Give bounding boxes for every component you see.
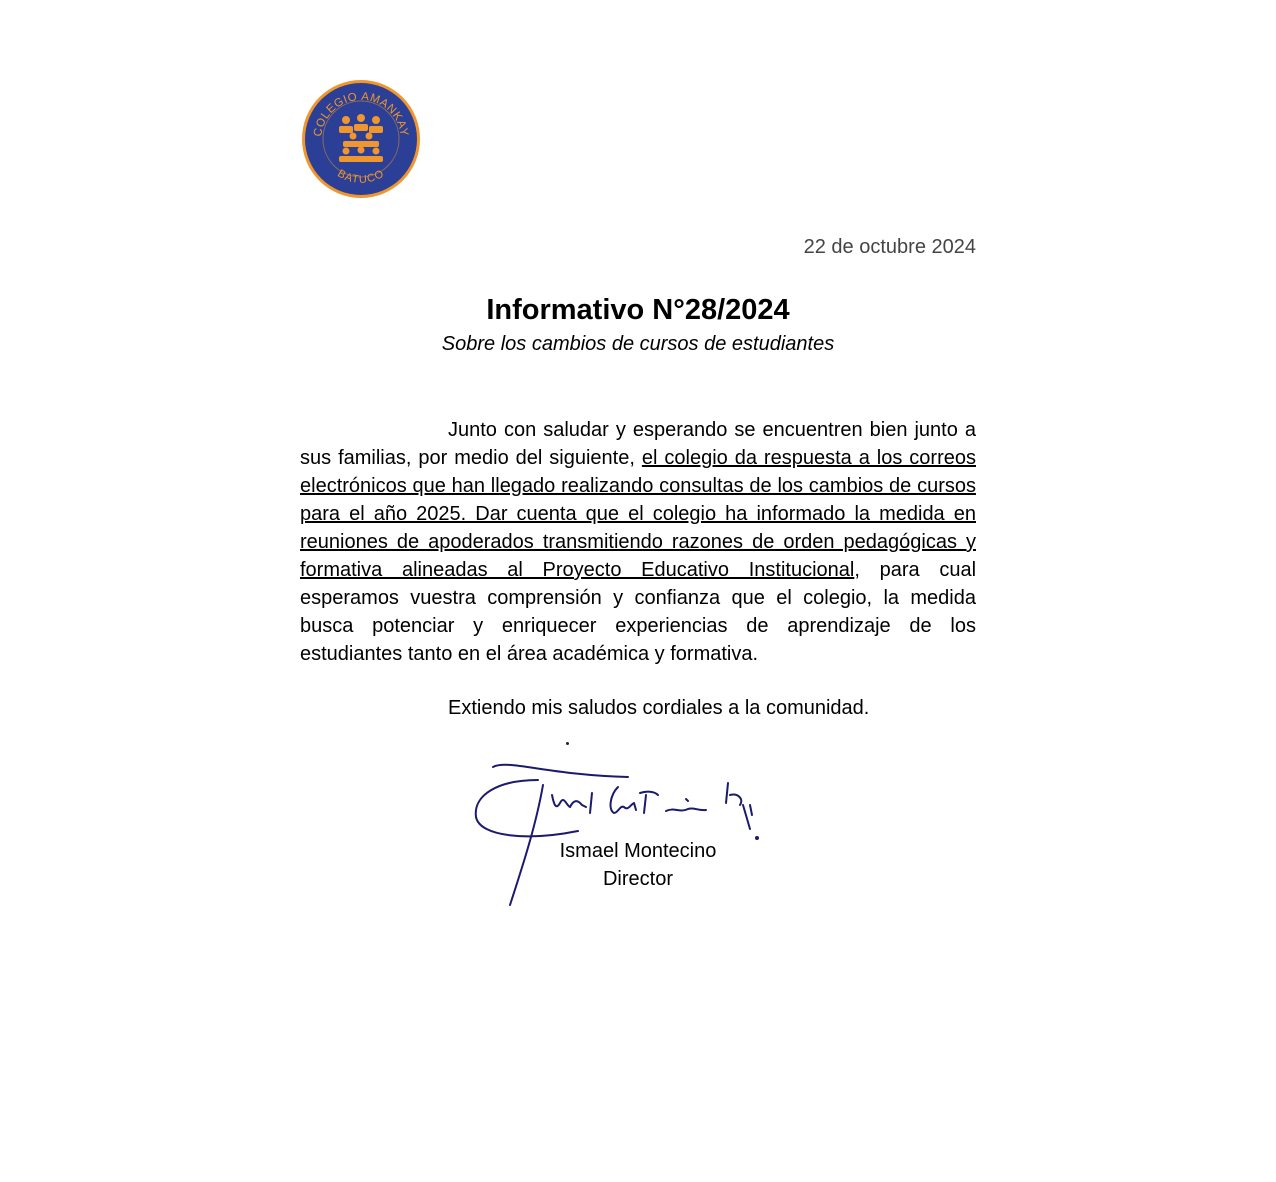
logo-top-text: COLEGIO AMANKAY — [312, 90, 410, 138]
closing-line: Extiendo mis saludos cordiales a la comunidad. — [448, 697, 870, 719]
signer-name: Ismael Montecino — [559, 840, 717, 862]
document-title: Informativo N°28/2024 — [486, 294, 790, 326]
body-text-part1: Junto con saludar y esperando se encuentren bien junto a sus familias, por medio del siguiente, — [300, 419, 976, 469]
logo-bottom-text: BATUCO — [335, 167, 387, 186]
signer-role: Director — [602, 868, 673, 890]
body-paragraph — [300, 416, 976, 668]
document-subtitle: Sobre los cambios de cursos de estudiantes — [441, 333, 835, 355]
school-logo — [299, 78, 423, 200]
stray-dot — [566, 742, 569, 745]
signer-block — [538, 837, 738, 893]
body-text-underlined: el colegio da respuesta a los correos electrónicos que han llegado realizando consultas de los cambios de cursos para el año 2025. Dar cuenta que el colegio ha informado la medida en reuniones de apoderados transmitiendo razones de orden pedagógicas y formativa alineadas al Proyecto Educativo Institucional — [300, 447, 976, 581]
document-date: 22 de octubre 2024 — [803, 236, 976, 258]
body-text-part2: , para cual esperamos vuestra comprensión y confianza que el colegio, la medida busca potenciar y enriquecer experiencias de aprendizaje de los estudiantes tanto en el área académica y formativa. — [300, 559, 977, 665]
